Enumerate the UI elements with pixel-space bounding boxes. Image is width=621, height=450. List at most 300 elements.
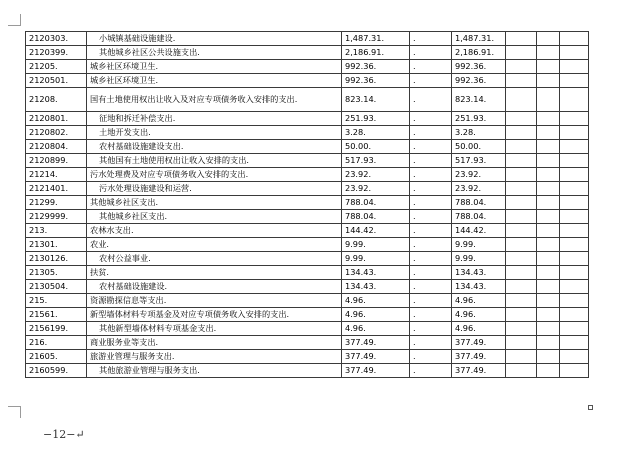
- table-row: [26, 168, 589, 182]
- subject-name-cell: [87, 308, 342, 322]
- amount-total-cell: [452, 112, 506, 126]
- subject-code-cell-text: 2156199.: [29, 323, 69, 333]
- empty-cell: [537, 196, 560, 210]
- table-row: [26, 210, 589, 224]
- empty-cell: [537, 32, 560, 46]
- amount-cell: [342, 88, 410, 112]
- empty-cell: [537, 88, 560, 112]
- empty-cell: [537, 140, 560, 154]
- subject-name-cell: [87, 46, 342, 60]
- subject-name-cell: [87, 88, 342, 112]
- amount-total-cell-text: 50.00.: [455, 141, 482, 151]
- empty-cell: [560, 32, 589, 46]
- table-row: [26, 182, 589, 196]
- table-row: [26, 224, 589, 238]
- subject-name-cell-text: 土地开发支出.: [99, 127, 151, 137]
- subject-code-cell: [26, 266, 87, 280]
- amount-blank-cell: [410, 294, 452, 308]
- empty-cell: [560, 322, 589, 336]
- amount-total-cell-text: 517.93.: [455, 155, 487, 165]
- empty-cell: [537, 336, 560, 350]
- subject-code-cell: [26, 210, 87, 224]
- empty-cell: [506, 126, 537, 140]
- amount-blank-cell-text: .: [413, 253, 416, 263]
- amount-cell: [342, 294, 410, 308]
- amount-total-cell: [452, 266, 506, 280]
- table-row: [26, 32, 589, 46]
- subject-name-cell-text: 农村公益事业.: [99, 253, 151, 263]
- subject-code-cell-text: 2160599.: [29, 365, 69, 375]
- amount-total-cell-text: 3.28.: [455, 127, 476, 137]
- subject-code-cell-text: 2129999.: [29, 211, 69, 221]
- amount-total-cell: [452, 88, 506, 112]
- empty-cell: [506, 210, 537, 224]
- crop-mark-bottom-left: [20, 406, 21, 418]
- subject-name-cell-text: 农村基础设施建设支出.: [99, 141, 184, 151]
- empty-cell: [506, 294, 537, 308]
- amount-blank-cell-text: .: [413, 323, 416, 333]
- amount-blank-cell-text: .: [413, 47, 416, 57]
- subject-code-cell: [26, 112, 87, 126]
- empty-cell: [537, 182, 560, 196]
- empty-cell: [537, 364, 560, 378]
- amount-total-cell-text: 992.36.: [455, 75, 487, 85]
- amount-cell: [342, 322, 410, 336]
- subject-code-cell: [26, 322, 87, 336]
- empty-cell: [506, 266, 537, 280]
- subject-name-cell: [87, 32, 342, 46]
- empty-cell: [537, 322, 560, 336]
- subject-name-cell-text: 国有土地使用权出让收入及对应专项债务收入安排的支出.: [90, 94, 298, 104]
- amount-total-cell: [452, 238, 506, 252]
- amount-blank-cell: [410, 224, 452, 238]
- subject-code-cell: [26, 350, 87, 364]
- amount-cell: [342, 154, 410, 168]
- amount-blank-cell: [410, 168, 452, 182]
- empty-cell: [537, 74, 560, 88]
- table-row: [26, 196, 589, 210]
- subject-name-cell-text: 其他城乡社区公共设施支出.: [99, 47, 200, 57]
- amount-blank-cell-text: .: [413, 267, 416, 277]
- table-row: [26, 350, 589, 364]
- empty-cell: [506, 74, 537, 88]
- empty-cell: [506, 196, 537, 210]
- amount-blank-cell-text: .: [413, 155, 416, 165]
- subject-code-cell: [26, 196, 87, 210]
- amount-blank-cell: [410, 140, 452, 154]
- amount-blank-cell: [410, 210, 452, 224]
- table-row: [26, 322, 589, 336]
- empty-cell: [506, 168, 537, 182]
- amount-cell: [342, 336, 410, 350]
- amount-cell: [342, 364, 410, 378]
- amount-total-cell: [452, 154, 506, 168]
- amount-blank-cell-text: .: [413, 94, 416, 104]
- crop-mark-top-left: [20, 14, 21, 26]
- budget-expenditure-table: [25, 31, 589, 378]
- empty-cell: [560, 308, 589, 322]
- empty-cell: [560, 238, 589, 252]
- subject-name-cell: [87, 322, 342, 336]
- amount-blank-cell-text: .: [413, 351, 416, 361]
- table-row: [26, 140, 589, 154]
- subject-name-cell-text: 农林水支出.: [90, 225, 134, 235]
- amount-cell: [342, 238, 410, 252]
- subject-name-cell-text: 城乡社区环境卫生.: [90, 75, 159, 85]
- subject-code-cell-text: 21299.: [29, 197, 58, 207]
- amount-cell-text: 23.92.: [345, 169, 372, 179]
- subject-name-cell-text: 小城镇基础设施建设.: [99, 33, 176, 43]
- subject-code-cell: [26, 182, 87, 196]
- amount-total-cell-text: 788.04.: [455, 211, 487, 221]
- empty-cell: [506, 336, 537, 350]
- amount-cell-text: 992.36.: [345, 75, 377, 85]
- empty-cell: [537, 112, 560, 126]
- table-body: [26, 32, 589, 378]
- amount-total-cell-text: 9.99.: [455, 253, 476, 263]
- table-row: [26, 308, 589, 322]
- subject-name-cell: [87, 168, 342, 182]
- amount-total-cell: [452, 336, 506, 350]
- table-row: [26, 294, 589, 308]
- subject-name-cell-text: 其他城乡社区支出.: [99, 211, 168, 221]
- amount-total-cell: [452, 252, 506, 266]
- table-row: [26, 364, 589, 378]
- empty-cell: [560, 154, 589, 168]
- amount-blank-cell-text: .: [413, 75, 416, 85]
- subject-name-cell: [87, 182, 342, 196]
- amount-blank-cell: [410, 364, 452, 378]
- empty-cell: [560, 350, 589, 364]
- subject-name-cell: [87, 266, 342, 280]
- empty-cell: [560, 224, 589, 238]
- empty-cell: [537, 210, 560, 224]
- amount-cell-text: 9.99.: [345, 239, 366, 249]
- empty-cell: [506, 154, 537, 168]
- subject-code-cell: [26, 60, 87, 74]
- amount-cell: [342, 224, 410, 238]
- subject-name-cell-text: 征地和拆迁补偿支出.: [99, 113, 176, 123]
- subject-code-cell-text: 2120801.: [29, 113, 69, 123]
- amount-blank-cell: [410, 60, 452, 74]
- empty-cell: [560, 252, 589, 266]
- empty-cell: [506, 112, 537, 126]
- empty-cell: [560, 364, 589, 378]
- amount-cell: [342, 252, 410, 266]
- amount-total-cell-text: 23.92.: [455, 169, 482, 179]
- amount-total-cell-text: 377.49.: [455, 351, 487, 361]
- amount-cell: [342, 74, 410, 88]
- subject-name-cell: [87, 238, 342, 252]
- subject-code-cell: [26, 168, 87, 182]
- empty-cell: [506, 322, 537, 336]
- amount-total-cell: [452, 46, 506, 60]
- amount-blank-cell-text: .: [413, 337, 416, 347]
- empty-cell: [537, 252, 560, 266]
- amount-total-cell-text: 134.43.: [455, 281, 487, 291]
- subject-name-cell-text: 资源勘探信息等支出.: [90, 295, 167, 305]
- subject-code-cell-text: 2120303.: [29, 33, 69, 43]
- amount-cell-text: 4.96.: [345, 309, 366, 319]
- amount-total-cell: [452, 224, 506, 238]
- amount-blank-cell: [410, 238, 452, 252]
- table-resize-handle[interactable]: [588, 405, 593, 410]
- subject-name-cell: [87, 154, 342, 168]
- empty-cell: [506, 140, 537, 154]
- empty-cell: [537, 168, 560, 182]
- amount-cell-text: 134.43.: [345, 267, 377, 277]
- amount-blank-cell: [410, 182, 452, 196]
- amount-total-cell: [452, 140, 506, 154]
- empty-cell: [560, 182, 589, 196]
- amount-total-cell: [452, 322, 506, 336]
- amount-blank-cell: [410, 126, 452, 140]
- amount-cell-text: 144.42.: [345, 225, 377, 235]
- amount-total-cell: [452, 364, 506, 378]
- amount-cell-text: 3.28.: [345, 127, 366, 137]
- empty-cell: [560, 336, 589, 350]
- subject-code-cell: [26, 238, 87, 252]
- amount-total-cell-text: 251.93.: [455, 113, 487, 123]
- subject-name-cell: [87, 140, 342, 154]
- amount-total-cell: [452, 182, 506, 196]
- amount-total-cell-text: 2,186.91.: [455, 47, 495, 57]
- amount-total-cell-text: 823.14.: [455, 94, 487, 104]
- amount-cell-text: 4.96.: [345, 323, 366, 333]
- subject-name-cell-text: 城乡社区环境卫生.: [90, 61, 159, 71]
- amount-cell-text: 992.36.: [345, 61, 377, 71]
- empty-cell: [537, 266, 560, 280]
- table-row: [26, 112, 589, 126]
- table-row: [26, 60, 589, 74]
- subject-code-cell: [26, 154, 87, 168]
- amount-total-cell-text: 1,487.31.: [455, 33, 495, 43]
- amount-total-cell: [452, 294, 506, 308]
- empty-cell: [506, 280, 537, 294]
- subject-name-cell: [87, 126, 342, 140]
- subject-code-cell-text: 2121401.: [29, 183, 69, 193]
- subject-name-cell-text: 其他新型墙体材料专项基金支出.: [99, 323, 217, 333]
- amount-cell-text: 9.99.: [345, 253, 366, 263]
- empty-cell: [560, 168, 589, 182]
- amount-cell-text: 377.49.: [345, 365, 377, 375]
- table-row: [26, 252, 589, 266]
- table-row: [26, 126, 589, 140]
- empty-cell: [506, 224, 537, 238]
- subject-name-cell-text: 污水处理设施建设和运营.: [99, 183, 192, 193]
- subject-code-cell-text: 21214.: [29, 169, 58, 179]
- subject-code-cell: [26, 126, 87, 140]
- amount-cell: [342, 112, 410, 126]
- amount-cell: [342, 266, 410, 280]
- empty-cell: [506, 238, 537, 252]
- amount-cell: [342, 32, 410, 46]
- subject-code-cell: [26, 224, 87, 238]
- amount-cell-text: 50.00.: [345, 141, 372, 151]
- amount-cell-text: 134.43.: [345, 281, 377, 291]
- amount-blank-cell-text: .: [413, 211, 416, 221]
- empty-cell: [537, 60, 560, 74]
- amount-blank-cell: [410, 350, 452, 364]
- amount-total-cell: [452, 32, 506, 46]
- amount-blank-cell-text: .: [413, 169, 416, 179]
- empty-cell: [537, 294, 560, 308]
- subject-name-cell-text: 旅游业管理与服务支出.: [90, 351, 175, 361]
- subject-name-cell-text: 其他旅游业管理与服务支出.: [99, 365, 200, 375]
- subject-code-cell-text: 21561.: [29, 309, 58, 319]
- amount-total-cell: [452, 60, 506, 74]
- empty-cell: [506, 32, 537, 46]
- amount-total-cell-text: 788.04.: [455, 197, 487, 207]
- subject-name-cell: [87, 280, 342, 294]
- empty-cell: [560, 294, 589, 308]
- table-row: [26, 74, 589, 88]
- empty-cell: [560, 210, 589, 224]
- page-number: −12−↵: [43, 428, 85, 441]
- amount-blank-cell-text: .: [413, 127, 416, 137]
- empty-cell: [560, 74, 589, 88]
- empty-cell: [506, 46, 537, 60]
- empty-cell: [537, 280, 560, 294]
- empty-cell: [560, 88, 589, 112]
- subject-name-cell: [87, 60, 342, 74]
- empty-cell: [506, 182, 537, 196]
- subject-code-cell-text: 21605.: [29, 351, 58, 361]
- amount-total-cell-text: 4.96.: [455, 309, 476, 319]
- amount-blank-cell-text: .: [413, 141, 416, 151]
- subject-code-cell-text: 21301.: [29, 239, 58, 249]
- table-row: [26, 154, 589, 168]
- amount-cell: [342, 196, 410, 210]
- amount-blank-cell-text: .: [413, 183, 416, 193]
- empty-cell: [537, 154, 560, 168]
- subject-name-cell-text: 其他城乡社区支出.: [90, 197, 159, 207]
- subject-code-cell: [26, 280, 87, 294]
- amount-cell-text: 517.93.: [345, 155, 377, 165]
- amount-blank-cell: [410, 74, 452, 88]
- subject-name-cell-text: 扶贫.: [90, 267, 109, 277]
- amount-cell: [342, 168, 410, 182]
- empty-cell: [506, 350, 537, 364]
- subject-code-cell: [26, 46, 87, 60]
- table-row: [26, 88, 589, 112]
- empty-cell: [537, 350, 560, 364]
- amount-blank-cell-text: .: [413, 33, 416, 43]
- subject-code-cell-text: 21208.: [29, 94, 58, 104]
- amount-blank-cell-text: .: [413, 281, 416, 291]
- subject-code-cell: [26, 74, 87, 88]
- empty-cell: [506, 364, 537, 378]
- amount-cell-text: 377.49.: [345, 351, 377, 361]
- amount-blank-cell: [410, 196, 452, 210]
- empty-cell: [560, 46, 589, 60]
- amount-total-cell-text: 134.43.: [455, 267, 487, 277]
- amount-blank-cell-text: .: [413, 197, 416, 207]
- amount-cell-text: 788.04.: [345, 211, 377, 221]
- empty-cell: [560, 126, 589, 140]
- subject-code-cell: [26, 308, 87, 322]
- amount-total-cell: [452, 74, 506, 88]
- amount-blank-cell-text: .: [413, 295, 416, 305]
- amount-total-cell: [452, 210, 506, 224]
- amount-total-cell-text: 4.96.: [455, 295, 476, 305]
- amount-blank-cell-text: .: [413, 61, 416, 71]
- empty-cell: [506, 60, 537, 74]
- subject-name-cell-text: 其他国有土地使用权出让收入安排的支出.: [99, 155, 249, 165]
- empty-cell: [537, 126, 560, 140]
- amount-total-cell: [452, 196, 506, 210]
- subject-name-cell: [87, 74, 342, 88]
- subject-code-cell-text: 216.: [29, 337, 48, 347]
- subject-name-cell: [87, 350, 342, 364]
- subject-code-cell: [26, 336, 87, 350]
- amount-total-cell-text: 377.49.: [455, 365, 487, 375]
- subject-code-cell: [26, 294, 87, 308]
- amount-blank-cell-text: .: [413, 309, 416, 319]
- subject-code-cell: [26, 252, 87, 266]
- empty-cell: [560, 140, 589, 154]
- subject-code-cell-text: 2120804.: [29, 141, 69, 151]
- amount-cell: [342, 46, 410, 60]
- empty-cell: [560, 112, 589, 126]
- empty-cell: [537, 46, 560, 60]
- subject-name-cell-text: 新型墙体材料专项基金及对应专项债务收入安排的支出.: [90, 309, 290, 319]
- amount-cell: [342, 210, 410, 224]
- amount-cell: [342, 308, 410, 322]
- subject-code-cell: [26, 88, 87, 112]
- empty-cell: [537, 224, 560, 238]
- amount-blank-cell-text: .: [413, 239, 416, 249]
- amount-cell: [342, 350, 410, 364]
- amount-blank-cell-text: .: [413, 225, 416, 235]
- amount-cell-text: 4.96.: [345, 295, 366, 305]
- empty-cell: [560, 60, 589, 74]
- amount-total-cell-text: 992.36.: [455, 61, 487, 71]
- amount-blank-cell: [410, 46, 452, 60]
- table-row: [26, 238, 589, 252]
- subject-code-cell-text: 2120501.: [29, 75, 69, 85]
- amount-cell: [342, 182, 410, 196]
- amount-cell-text: 823.14.: [345, 94, 377, 104]
- amount-blank-cell: [410, 266, 452, 280]
- amount-blank-cell: [410, 154, 452, 168]
- subject-code-cell: [26, 140, 87, 154]
- empty-cell: [560, 266, 589, 280]
- amount-total-cell-text: 377.49.: [455, 337, 487, 347]
- subject-name-cell: [87, 224, 342, 238]
- subject-code-cell-text: 2120399.: [29, 47, 69, 57]
- amount-total-cell: [452, 308, 506, 322]
- amount-blank-cell: [410, 252, 452, 266]
- subject-code-cell-text: 2120899.: [29, 155, 69, 165]
- amount-total-cell-text: 144.42.: [455, 225, 487, 235]
- subject-name-cell-text: 商业服务业等支出.: [90, 337, 159, 347]
- amount-blank-cell-text: .: [413, 365, 416, 375]
- amount-total-cell: [452, 168, 506, 182]
- amount-blank-cell: [410, 32, 452, 46]
- amount-cell-text: 2,186.91.: [345, 47, 385, 57]
- amount-blank-cell-text: .: [413, 113, 416, 123]
- subject-code-cell-text: 2130126.: [29, 253, 69, 263]
- subject-name-cell: [87, 196, 342, 210]
- amount-cell: [342, 140, 410, 154]
- subject-name-cell: [87, 210, 342, 224]
- table-row: [26, 266, 589, 280]
- subject-name-cell: [87, 252, 342, 266]
- empty-cell: [506, 88, 537, 112]
- amount-blank-cell: [410, 112, 452, 126]
- table-row: [26, 336, 589, 350]
